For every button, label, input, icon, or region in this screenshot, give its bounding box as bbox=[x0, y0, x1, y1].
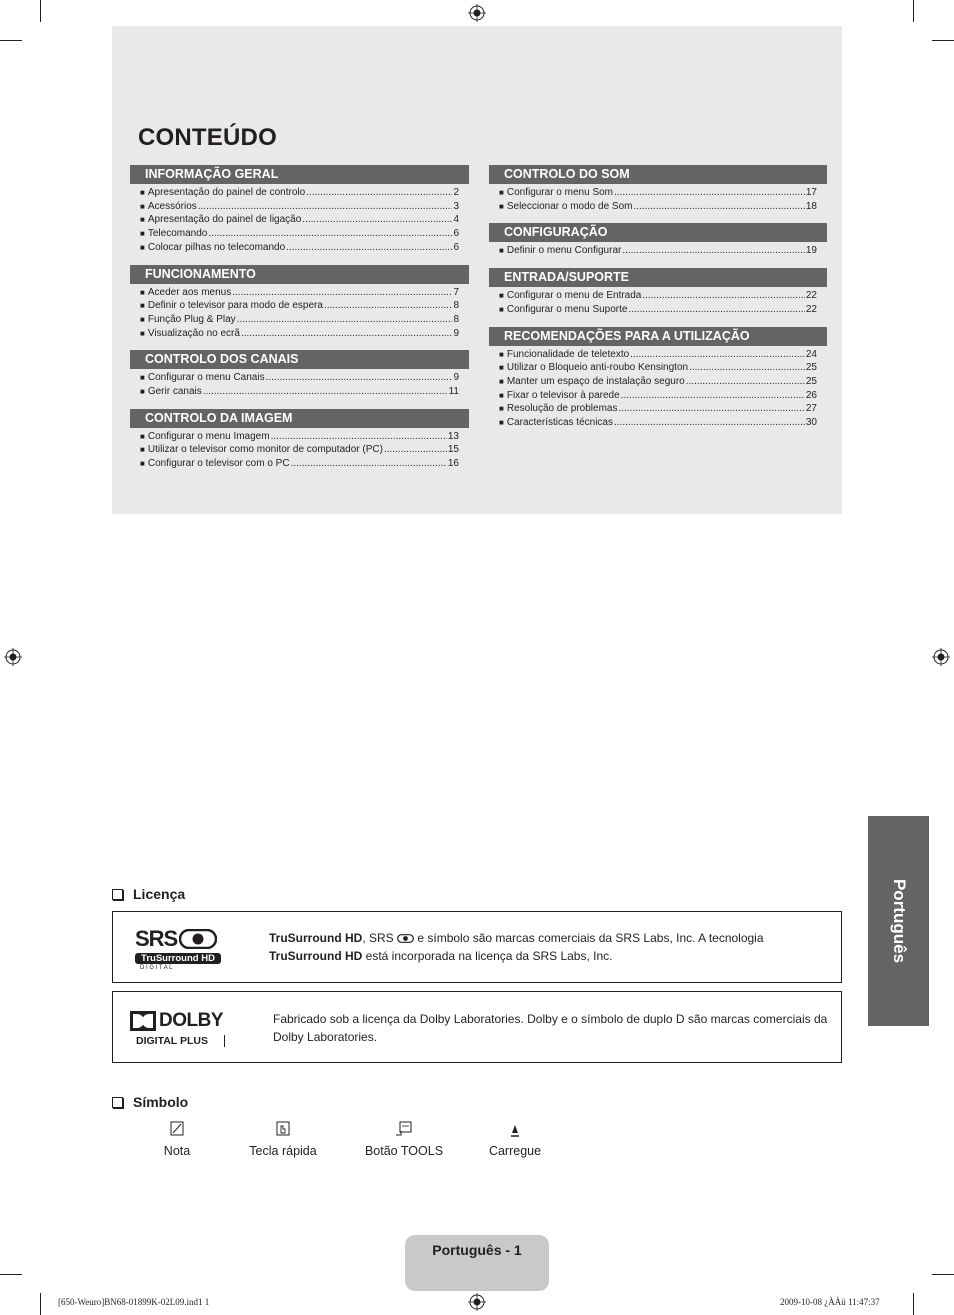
srs-logo-text: SRS bbox=[135, 926, 178, 951]
registration-mark-icon bbox=[468, 1293, 486, 1311]
toc-item-page: 17 bbox=[805, 187, 817, 198]
toc-item bbox=[140, 286, 459, 300]
toc-item bbox=[140, 200, 459, 214]
toc-section-heading: FUNCIONAMENTO bbox=[130, 265, 469, 284]
bullet-square-icon: ■ bbox=[140, 314, 145, 324]
bullet-square-icon: ■ bbox=[499, 390, 504, 400]
registration-mark-icon bbox=[468, 4, 486, 22]
toc-section-heading: RECOMENDAÇÕES PARA A UTILIZAÇÃO bbox=[489, 327, 827, 346]
toc-item-page: 8 bbox=[453, 313, 459, 325]
bullet-square-icon: ■ bbox=[499, 418, 504, 428]
toc-leader-dots bbox=[302, 213, 452, 227]
toc-leader-dots bbox=[271, 430, 447, 444]
toc-item-label: Utilizar o Bloqueio anti-roubo Kensington bbox=[506, 362, 689, 374]
toc-item-page: 8 bbox=[453, 300, 459, 312]
bullet-square-icon: ■ bbox=[140, 328, 145, 338]
symbol-one-touch-label: Tecla rápida bbox=[249, 1144, 317, 1158]
symbol-title-text: Símbolo bbox=[133, 1094, 189, 1110]
bullet-square-icon: ■ bbox=[140, 301, 145, 311]
toc-item bbox=[140, 430, 459, 444]
srs-bold-1: TruSurround HD bbox=[269, 931, 363, 945]
bullet-square-icon: ■ bbox=[140, 242, 145, 252]
toc-item-label: Aceder aos menus bbox=[147, 286, 232, 298]
toc-item-label: Manter um espaço de instalação seguro bbox=[506, 375, 685, 387]
toc-section-heading: ENTRADA/SUPORTE bbox=[489, 268, 827, 287]
srs-logo-subtitle: TruSurround HD bbox=[135, 953, 221, 964]
toc-item-page: 16 bbox=[447, 458, 459, 470]
bullet-square-icon: ■ bbox=[499, 376, 504, 386]
toc-leader-dots bbox=[324, 299, 453, 313]
toc-item-page: 15 bbox=[447, 444, 459, 456]
toc-item-label: Colocar pilhas no telecomando bbox=[147, 241, 286, 253]
bullet-square-icon: ■ bbox=[499, 291, 504, 301]
toc-item bbox=[140, 241, 459, 255]
toc-item-label: Apresentação do painel de controlo bbox=[147, 187, 306, 198]
tools-icon bbox=[354, 1120, 454, 1138]
registration-mark-icon bbox=[932, 648, 950, 666]
toc-leader-dots bbox=[621, 389, 805, 403]
toc-section bbox=[489, 165, 827, 213]
bullet-square-icon: ■ bbox=[140, 287, 145, 297]
toc-item bbox=[140, 313, 459, 327]
checkbox-square-icon bbox=[112, 889, 123, 900]
toc-leader-dots bbox=[689, 361, 805, 375]
toc-item-label: Seleccionar o modo de Som bbox=[506, 200, 633, 212]
bullet-square-icon: ■ bbox=[499, 404, 504, 414]
symbol-press-label: Carregue bbox=[488, 1144, 542, 1158]
srs-symbol-icon bbox=[397, 934, 414, 943]
toc-item bbox=[140, 443, 459, 457]
toc-item bbox=[499, 289, 817, 303]
dolby-logo bbox=[130, 1010, 230, 1047]
toc-item bbox=[499, 244, 817, 258]
srs-logo bbox=[135, 926, 225, 971]
symbol-one-touch bbox=[233, 1120, 333, 1158]
toc-item-label: Apresentação do painel de ligação bbox=[147, 214, 302, 226]
toc-section-heading: CONTROLO DO SOM bbox=[489, 165, 827, 184]
toc-leader-dots bbox=[628, 303, 804, 317]
license-title-text: Licença bbox=[133, 886, 186, 902]
toc-item-page: 26 bbox=[805, 389, 817, 401]
toc-item-page: 22 bbox=[805, 303, 817, 315]
toc-item bbox=[499, 361, 817, 375]
toc-item-page: 22 bbox=[805, 290, 817, 302]
dolby-license-text: Fabricado sob a licença da Dolby Laboratories. Dolby e o símbolo de duplo D são marcas comerciais da Dolby Laboratories. bbox=[273, 1012, 828, 1044]
bullet-square-icon: ■ bbox=[140, 459, 145, 469]
srs-bold-2: TruSurround HD bbox=[269, 949, 363, 963]
toc-item bbox=[140, 186, 459, 200]
symbol-tools bbox=[354, 1120, 454, 1158]
bullet-square-icon: ■ bbox=[140, 215, 145, 225]
toc-section bbox=[489, 268, 827, 316]
toc-item bbox=[499, 416, 817, 430]
toc-item-page: 11 bbox=[448, 386, 459, 398]
toc-item bbox=[140, 385, 459, 399]
page-title: CONTEÚDO bbox=[138, 124, 277, 151]
symbol-tools-label: Botão TOOLS bbox=[364, 1144, 444, 1158]
toc-left-column bbox=[130, 165, 469, 481]
toc-section bbox=[130, 350, 469, 398]
language-side-tab bbox=[868, 816, 929, 1026]
toc-item-list bbox=[130, 428, 469, 471]
toc-item bbox=[499, 375, 817, 389]
toc-leader-dots bbox=[286, 241, 452, 255]
toc-item-label: Gerir canais bbox=[147, 386, 202, 398]
toc-item-label: Características técnicas bbox=[506, 417, 613, 429]
toc-item bbox=[499, 402, 817, 416]
toc-leader-dots bbox=[266, 371, 453, 385]
toc-section bbox=[130, 409, 469, 471]
toc-item bbox=[499, 348, 817, 362]
toc-item-page: 4 bbox=[453, 214, 459, 226]
toc-leader-dots bbox=[622, 244, 805, 258]
toc-item-page: 19 bbox=[805, 245, 817, 257]
toc-section bbox=[489, 327, 827, 430]
srs-license-text bbox=[269, 929, 829, 965]
note-icon bbox=[127, 1120, 227, 1138]
srs-logo-digital: D I G I T A L bbox=[140, 965, 173, 971]
toc-item-page: 27 bbox=[805, 403, 817, 415]
toc-item-label: Configurar o menu Imagem bbox=[147, 430, 270, 442]
toc-item-label: Utilizar o televisor como monitor de computador (PC) bbox=[147, 444, 383, 456]
toc-leader-dots bbox=[614, 416, 805, 430]
toc-item-page: 25 bbox=[805, 362, 817, 374]
toc-leader-dots bbox=[208, 227, 452, 241]
registration-mark-icon bbox=[4, 648, 22, 666]
toc-item-page: 18 bbox=[805, 200, 817, 212]
dolby-double-d-icon bbox=[130, 1011, 156, 1031]
toc-item bbox=[499, 389, 817, 403]
toc-item bbox=[140, 227, 459, 241]
toc-leader-dots bbox=[614, 186, 805, 200]
bullet-square-icon: ■ bbox=[140, 188, 145, 197]
toc-item-label: Configurar o menu Som bbox=[506, 187, 614, 198]
toc-leader-dots bbox=[232, 286, 452, 300]
toc-item-list bbox=[130, 184, 469, 255]
toc-item-label: Acessórios bbox=[147, 200, 197, 212]
srs-text-1b: e símbolo são marcas comerciais da SRS Labs, Inc. A tecnologia bbox=[414, 931, 764, 945]
toc-item-page: 9 bbox=[453, 327, 459, 339]
toc-item-label: Função Plug & Play bbox=[147, 313, 236, 325]
toc-item-page: 9 bbox=[453, 372, 459, 384]
bullet-square-icon: ■ bbox=[140, 431, 145, 441]
license-section-title bbox=[112, 886, 185, 902]
toc-section-heading: CONTROLO DOS CANAIS bbox=[130, 350, 469, 369]
toc-right-column bbox=[489, 165, 827, 440]
slug-timestamp: 2009-10-08 ¿ÀÀü 11:47:37 bbox=[780, 1297, 880, 1307]
toc-item bbox=[499, 200, 817, 214]
toc-item-label: Funcionalidade de teletexto bbox=[506, 348, 630, 360]
srs-text-1a: , SRS bbox=[362, 931, 398, 945]
toc-section bbox=[489, 223, 827, 258]
toc-item-page: 2 bbox=[453, 187, 459, 198]
press-icon bbox=[465, 1120, 565, 1138]
toc-item-label: Configurar o menu de Entrada bbox=[506, 290, 642, 302]
toc-section bbox=[130, 165, 469, 255]
toc-section-heading: CONTROLO DA IMAGEM bbox=[130, 409, 469, 428]
toc-item-list bbox=[489, 242, 827, 258]
bullet-square-icon: ■ bbox=[499, 363, 504, 373]
bullet-square-icon: ■ bbox=[140, 229, 145, 239]
toc-leader-dots bbox=[618, 402, 804, 416]
toc-item-page: 3 bbox=[453, 200, 459, 212]
dolby-license-box bbox=[112, 991, 842, 1063]
toc-leader-dots bbox=[198, 200, 453, 214]
toc-item-label: Configurar o menu Canais bbox=[147, 372, 265, 384]
srs-license-box bbox=[112, 911, 842, 983]
toc-item-page: 30 bbox=[805, 417, 817, 429]
toc-section-heading: CONFIGURAÇÃO bbox=[489, 223, 827, 242]
toc-item-list bbox=[489, 287, 827, 316]
toc-leader-dots bbox=[306, 186, 452, 200]
toc-item bbox=[140, 457, 459, 471]
toc-leader-dots bbox=[384, 443, 447, 457]
toc-item-label: Configurar o televisor com o PC bbox=[147, 458, 290, 470]
toc-leader-dots bbox=[630, 348, 805, 362]
toc-leader-dots bbox=[237, 313, 453, 327]
language-side-tab-label: Português bbox=[889, 878, 909, 964]
toc-leader-dots bbox=[291, 457, 447, 471]
srs-circle-icon bbox=[179, 929, 217, 949]
slug-file-info: [650-Weuro]BN68-01899K-02L09.ind1 1 bbox=[58, 1297, 210, 1307]
symbol-section-title bbox=[112, 1094, 188, 1110]
dolby-logo-text: DOLBY bbox=[159, 1010, 223, 1031]
toc-section-heading: INFORMAÇÃO GERAL bbox=[130, 165, 469, 184]
toc-item-list bbox=[130, 369, 469, 398]
toc-item-list bbox=[489, 184, 827, 213]
bullet-square-icon: ■ bbox=[140, 445, 145, 455]
bullet-square-icon: ■ bbox=[499, 188, 504, 197]
toc-item-label: Configurar o menu Suporte bbox=[506, 303, 628, 315]
toc-item bbox=[499, 303, 817, 317]
page-number-tab bbox=[405, 1235, 549, 1291]
toc-item-label: Visualização no ecrã bbox=[147, 327, 240, 339]
symbol-press bbox=[465, 1120, 565, 1158]
toc-item-page: 6 bbox=[453, 228, 459, 240]
symbol-note bbox=[127, 1120, 227, 1158]
toc-leader-dots bbox=[241, 327, 452, 341]
toc-item-page: 7 bbox=[453, 286, 459, 298]
toc-item-label: Telecomando bbox=[147, 228, 208, 240]
toc-item-label: Fixar o televisor à parede bbox=[506, 389, 620, 401]
toc-item-label: Definir o televisor para modo de espera bbox=[147, 300, 323, 312]
toc-item bbox=[140, 213, 459, 227]
bullet-square-icon: ■ bbox=[140, 201, 145, 211]
bullet-square-icon: ■ bbox=[499, 349, 504, 359]
symbol-note-label: Nota bbox=[163, 1144, 191, 1158]
bullet-square-icon: ■ bbox=[140, 373, 145, 383]
dolby-logo-subtitle: DIGITAL PLUS bbox=[130, 1035, 225, 1047]
srs-text-2: está incorporada na licença da SRS Labs, Inc. bbox=[362, 949, 613, 963]
toc-item bbox=[140, 299, 459, 313]
toc-item-page: 13 bbox=[447, 430, 459, 442]
toc-leader-dots bbox=[633, 200, 804, 214]
one-touch-icon bbox=[233, 1120, 333, 1138]
bullet-square-icon: ■ bbox=[140, 387, 145, 397]
toc-leader-dots bbox=[686, 375, 805, 389]
toc-item-label: Definir o menu Configurar bbox=[506, 245, 622, 257]
page-number-label: Português - 1 bbox=[432, 1242, 522, 1258]
bullet-square-icon: ■ bbox=[499, 304, 504, 314]
toc-item-page: 6 bbox=[453, 241, 459, 253]
toc-item-page: 24 bbox=[805, 348, 817, 360]
toc-item bbox=[140, 327, 459, 341]
checkbox-square-icon bbox=[112, 1097, 123, 1108]
toc-leader-dots bbox=[642, 289, 805, 303]
toc-item-list bbox=[489, 346, 827, 430]
toc-leader-dots bbox=[203, 385, 448, 399]
toc-item-label: Resolução de problemas bbox=[506, 403, 618, 415]
toc-item bbox=[499, 186, 817, 200]
toc-item-page: 25 bbox=[805, 375, 817, 387]
bullet-square-icon: ■ bbox=[499, 246, 504, 256]
bullet-square-icon: ■ bbox=[499, 201, 504, 211]
toc-section bbox=[130, 265, 469, 341]
toc-item bbox=[140, 371, 459, 385]
toc-item-list bbox=[130, 284, 469, 341]
